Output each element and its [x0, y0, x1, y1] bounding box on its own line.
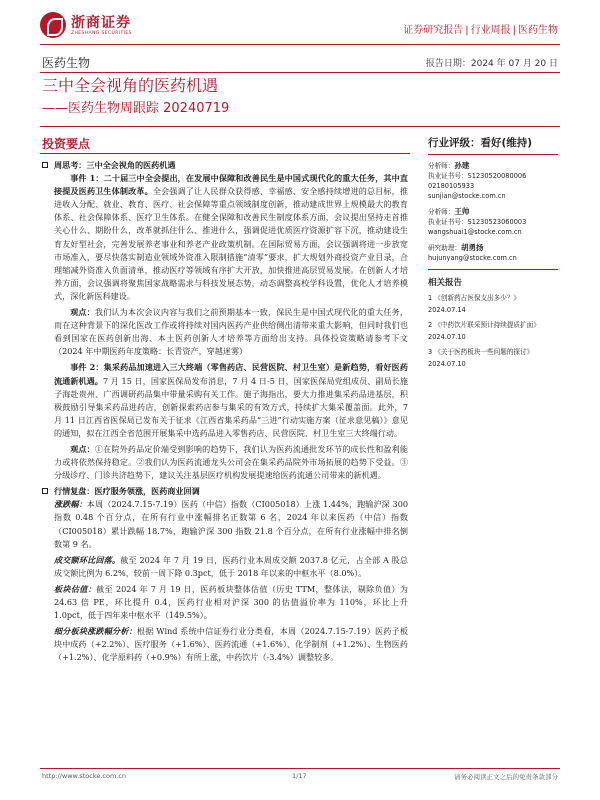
turnover-lead: 成交额环比回落。 — [54, 554, 121, 565]
bullet-title: 行情复盘：医疗服务领涨，医药商业回调 — [54, 486, 200, 497]
crumb-report-type: 证券研究报告 — [403, 25, 464, 36]
analyst-name: 胡勇扬 — [460, 243, 484, 252]
event-1-lead: 事件 1：二十届三中全会提出，在发展中保障和改善民生是中国式现代化的重大任务，其中直接提及医药卫生体制改革。 — [54, 173, 408, 197]
related-report-item[interactable] — [428, 319, 558, 343]
analyst-sun — [428, 161, 558, 201]
paragraph-price-change — [54, 498, 408, 550]
title-divider-top — [40, 72, 560, 73]
valuation-lead: 板块估值： — [54, 583, 97, 594]
related-report-title: 3 《关于医药板块一些问题的探讨》 — [428, 348, 534, 356]
analyst-license: 执业证书号：S1230523060003 — [428, 218, 527, 226]
section-heading: 投资要点 — [42, 137, 91, 151]
related-reports-list — [428, 292, 558, 370]
subsector-text: 根据 Wind 系统中信证券行业分类看，本周（2024.7.15-7.19）医药子板块中成药（+2.2%）、医疗服务（+1.6%）、医药流通（+1.6%）、化学制剂（+1.2%）、生物医药（+1.2%）、化学原料药（+0.9%）有所上涨，中药饮片（-3.4%）调整较多。 — [54, 626, 408, 663]
price-change-text: 本周（2024.7.15-7.19）医药（中信）指数（CI005018）上涨 1.44%，跑输沪深 300 指数 0.48 个百分点，在所有行业中涨幅排名正数第 6 名，2024 年以来医药（中信）指数（CI005018）累计跌幅 18.7%，跑输沪深 300 指数 21.8 个百分点，在所有行业涨幅中排名倒数第 9 名。 — [54, 499, 408, 549]
related-report-item[interactable] — [428, 292, 558, 316]
report-title: 三中全会视角的医药机遇 — [42, 76, 219, 95]
analyst-role: 研究助理： — [428, 244, 461, 252]
paragraph-event-1 — [54, 172, 408, 303]
analyst-role: 分析师： — [428, 162, 455, 170]
paragraph-valuation — [54, 583, 408, 622]
analyst-name: 孙建 — [454, 161, 470, 170]
analyst-hu — [428, 243, 558, 263]
paragraph-view-1 — [54, 306, 408, 358]
logo-name-cn: 浙商证券 — [71, 14, 131, 31]
crumb-weekly: 行业周报 — [470, 25, 511, 36]
industry-rating: 行业评级：看好(维持) — [428, 137, 533, 149]
view-1-text: 我们认为本次会议内容与我们之前预期基本一致，保民生是中国式现代化的重大任务，而在这种背景下的深化医改工作或将持续对国内医药产业供给侧出清带来重大影响，但同时我们也看到国家在医药创新出海、本土医药创新人才培养等方面给出支持。具体投资策略请参考下文（2024 年中期医药年度策略：长青资产，穿越迷雾） — [54, 307, 408, 357]
price-change-lead: 涨跌幅： — [54, 499, 87, 510]
footer-disclaimer: 请务必阅读正文之后的免责条款部分 — [454, 773, 558, 781]
page-number: 1/17 — [292, 772, 307, 780]
event-1-text: 全会强调了让人民群众获得感、幸福感、安全感持续增进的总目标，推进收入分配、就业、教育、医疗、社会保障等重点领域制度创新，推动建成世界上规模最大的教育体系、社会保障体系、医疗卫生体系。在健全保障和改善民生制度体系方面，会议提出坚持走首推关心什么、期盼什么，改革就抓住什么、推进什么，强调促进优质医疗资源扩容下沉，推动建设生育友好型社会，完善发展养老事业和养老产业政策机制。在国际贸易方面，会议强调将进一步放宽市场准入，要尽快落实制造业领域外资准入限制措施“清零”要求，扩大规划外商投资产业目录，合理缩减外资准入负面清单，推动医疗等领域有序扩大开放，加快推进高层贸易发展。在创新人才培养方面，会议强调将聚焦国家战略需求与科技发展态势，动态调整高校学科设置，优化人才培养模式，深化新医科建设。 — [54, 186, 408, 301]
related-report-date: 2024.07.14 — [428, 306, 466, 314]
paragraph-view-2 — [54, 443, 408, 482]
report-date: 报告日期：2024 年 07 月 20 日 — [425, 59, 558, 69]
view-2-text: ①在院外药品定价端受到影响的趋势下，我们认为医药流通批发环节的成长性和盈利能力或将依然保持稳定。②我们认为医药流通龙头公司会在集采药品院外市场拓展的趋势下受益。③分级诊疗、门诊共济趋势下，建议关注基层医疗机构发展提速给医药流通公司带来的新机遇。 — [54, 443, 408, 481]
report-subtitle: ——医药生物周跟踪 20240719 — [42, 101, 230, 116]
crumb-sector: 医药生物 — [518, 25, 558, 36]
subsector-lead: 细分板块涨跌幅分析： — [54, 626, 137, 637]
related-reports-heading: 相关报告 — [428, 278, 463, 288]
square-bullet-icon — [42, 488, 48, 494]
footer-divider — [40, 768, 560, 769]
report-header — [40, 12, 560, 42]
logo-name-en: ZHESHANG SECURITIES — [71, 30, 132, 36]
related-report-date: 2024.07.10 — [428, 333, 466, 341]
paragraph-event-2 — [54, 361, 408, 440]
analyst-email[interactable]: sunjian@stocke.com.cn — [428, 192, 506, 200]
sidebar-divider — [428, 154, 558, 155]
analyst-email[interactable]: hujunyang@stocke.com.cn — [428, 254, 517, 262]
sidebar-divider — [428, 269, 558, 270]
footer-url[interactable]: http://www.stocke.com.cn — [42, 772, 127, 780]
analyst-role: 分析师： — [428, 208, 455, 216]
logo-icon — [40, 12, 66, 38]
related-report-date: 2024.07.10 — [428, 360, 466, 368]
analyst-email[interactable]: wangshuai1@stocke.com.cn — [428, 228, 522, 236]
valuation-text: 截至 2024 年 7 月 19 日，医药板块整体估值（历史 TTM，整体法，剔除负值）为 24.63 倍 PE，环比提升 0.4，医药行业相对沪深 300 的估值溢价率为 110%，环比上升 1.0pct，低于四年来中枢水平（149.5%）。 — [54, 583, 408, 621]
paragraph-turnover — [54, 554, 408, 580]
view-2-lead: 观点： — [70, 443, 95, 454]
breadcrumb: 证券研究报告 | 行业周报 | 医药生物 — [403, 25, 558, 36]
bullet-title: 周思考：三中全会视角的医药机遇 — [54, 160, 176, 170]
bullet-weekly-thinking — [42, 159, 408, 172]
header-divider — [40, 44, 560, 45]
analyst-name: 王帅 — [454, 207, 470, 216]
view-1-lead: 观点： — [70, 307, 95, 318]
sidebar — [428, 135, 558, 373]
analyst-wang — [428, 207, 558, 237]
analyst-license: 执业证书号：S1230520080006 — [428, 172, 527, 180]
title-divider-bottom — [40, 126, 560, 127]
main-content — [42, 158, 408, 667]
turnover-text: 截至 2024 年 7 月 19 日，医药行业本周成交额 2037.8 亿元，占全部 A 股总成交额比例为 6.2%，较前一周下降 0.3pct，低于 2018 年以来的中枢水平（8.0%）。 — [54, 554, 408, 578]
paragraph-subsector — [54, 625, 408, 664]
bullet-market-review — [42, 485, 408, 498]
company-logo — [40, 12, 132, 38]
event-2-lead: 事件 2：集采药品加速进入三大终端（零售药店、民营医院、村卫生室）是新趋势，看好医药流通新机遇。 — [54, 362, 408, 386]
related-report-title: 1 《创新药占医保支出多少？》 — [428, 294, 521, 302]
square-bullet-icon — [42, 162, 48, 168]
analyst-phone: 02180105933 — [428, 182, 475, 190]
related-report-title: 2 《中药饮片联采预计持续提质扩面》 — [428, 321, 540, 329]
sector-label: 医药生物 — [42, 56, 91, 70]
related-report-item[interactable] — [428, 346, 558, 370]
event-2-text: 7 月 15 日，国家医保局发布消息，7 月 4 日-5 日，国家医保局党组成员、副局长施子海赴贵州、广西调研药品集中带量采购有关工作。施子海指出，要大力推进集采药品进基层，积极鼓励引导集采药品进药店，创新探索药店参与集采的有效方式，持续扩大集采覆盖面。此外，7 月 11 日江西省医保局已发布关于征求《江西省集采药品“三进”行动实施方案（征求意见稿）》意见的通知，拟在江西全省范围开展集采中选药品进入零售药店、民营医院、村卫生室三大终端行动。 — [54, 375, 408, 438]
section-divider — [40, 153, 410, 154]
